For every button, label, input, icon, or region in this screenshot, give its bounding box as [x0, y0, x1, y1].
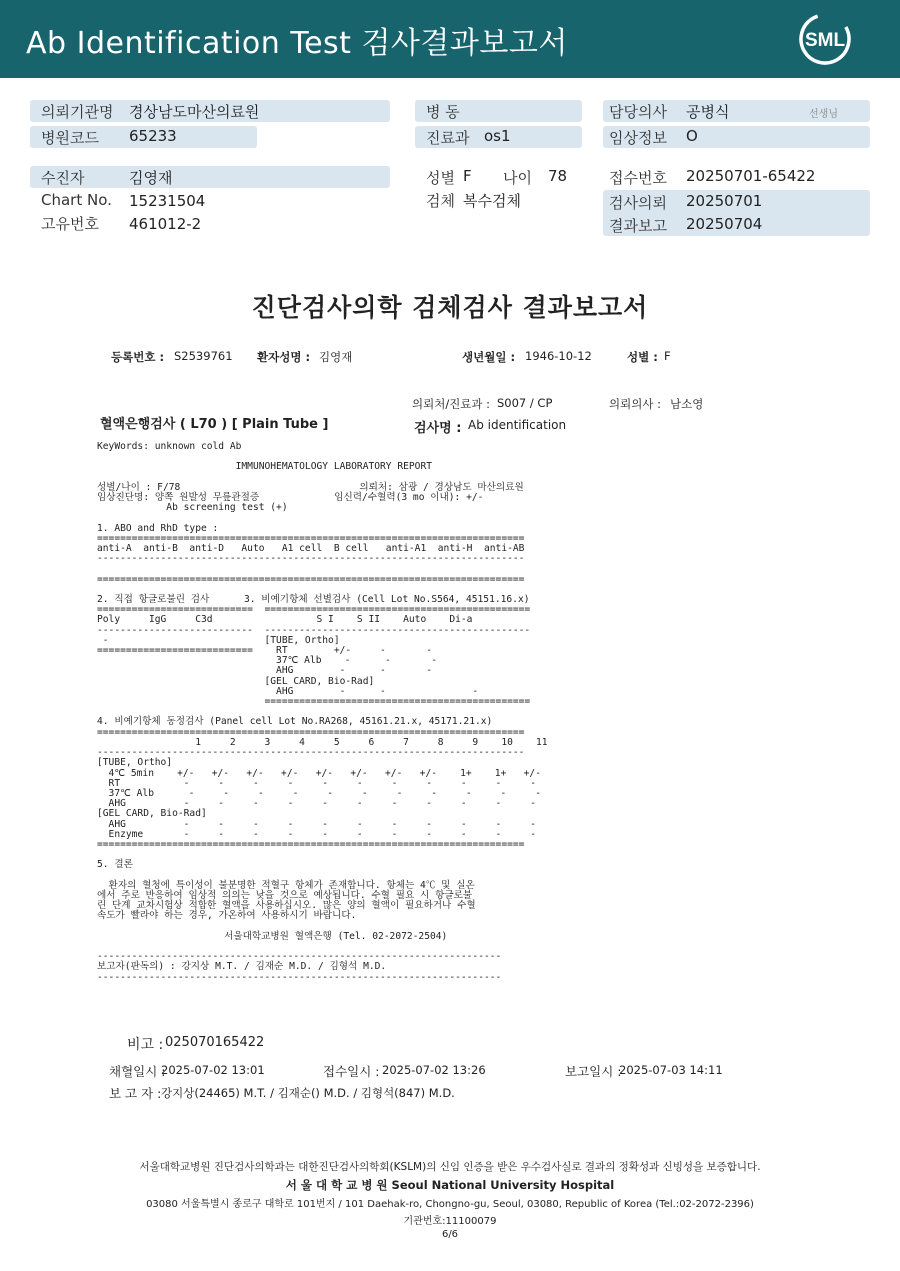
dept-value: os1: [484, 127, 511, 145]
reported-label: 보고일시 :: [565, 1064, 622, 1079]
report-dept-label: 의뢰처/진료과 :: [412, 397, 491, 411]
ward-label: 병 동: [426, 103, 460, 121]
report-date-label: 결과보고: [609, 217, 667, 235]
header-banner: [0, 0, 900, 78]
clinical-label: 임상정보: [609, 129, 667, 147]
reporter-label: 보 고 자 :: [109, 1086, 162, 1101]
collect-value: 2025-07-02 13:01: [161, 1063, 265, 1077]
hospital-code-label: 병원코드: [41, 129, 99, 147]
receipt-label: 접수번호: [609, 169, 667, 187]
report-sex-value: F: [664, 349, 671, 363]
request-label: 검사의뢰: [609, 194, 667, 212]
dob-value: 1946-10-12: [525, 349, 592, 363]
page-title: Ab Identification Test 검사결과보고서: [26, 26, 568, 61]
specimen-value: 복수검체: [463, 192, 521, 210]
dob-label: 생년월일 :: [462, 350, 516, 364]
report-sex-label: 성별 :: [627, 350, 658, 364]
sex-value: F: [463, 167, 472, 185]
uid-label: 고유번호: [41, 215, 99, 233]
test-section-heading: 혈액은행검사 ( L70 ) [ Plain Tube ]: [100, 417, 329, 432]
request-value: 20250701: [686, 192, 763, 210]
doctor-suffix: 선생님: [809, 109, 838, 120]
report-doctor-label: 의뢰의사 :: [609, 397, 661, 411]
collect-label: 채혈일시 :: [109, 1064, 166, 1079]
doctor-value: 공병식: [686, 103, 730, 121]
receipt-value: 20250701-65422: [686, 167, 816, 185]
receive-value: 2025-07-02 13:26: [382, 1063, 486, 1077]
institution-label: 의뢰기관명: [41, 103, 114, 121]
footer-hospital-name: 서 울 대 학 교 병 원 Seoul National University Hospital: [285, 1178, 615, 1192]
patient-name-value: 김영재: [319, 350, 353, 364]
lab-report-body: KeyWords: unknown cold Ab IMMUNOHEMATOLOGY LABORATORY REPORT 성별/나이 : F/78 의뢰처: 삼광 / 경상남도 마산의료원 임상진단명: 양쪽 원발성 무릎관절증 임신력/수혈력(3 mo 이내): +/- Ab screening test (+) 1. ABO and RhD type : ========================================================================== anti-A anti-B anti-D Auto A1 cell B cell anti-A1 anti-H anti-AB -------------------------------------------------------------------------- ========================================================================== 2. 직접 항글로불린 검사 3. 비예기항체 선별검사 (Cell Lot No.S564, 45151.16.x) =========================== ============================================== Poly IgG C3d S I S II Auto Di-a --------------------------- ---------------------------------------------- - [TUBE, Ortho] =========================== RT +/- - - 37℃ Alb - - - AHG - - - [GEL CARD, Bio-Rad] AHG - - - ============================================== 4. 비예기항체 동정검사 (Panel cell Lot No.RA268, 45161.21.x, 45171.21.x) ========================================================================== 1 2 3 4 5 6 7 8 9 10 11 -------------------------------------------------------------------------- [TUBE, Ortho] 4℃ 5min +/- +/- +/- +/- +/- +/- +/- +/- 1+ 1+ +/- RT - - - - - - - - - - - 37℃ Alb - - - - - - - - - - - AHG - - - - - - - - - - - [GEL CARD, Bio-Rad] AHG - - - - - - - - - - - Enzyme - - - - - - - - - - - ========================================================================== 5. 결론 환자의 혈청에 특이성이 불분명한 적혈구 항체가 존재합니다. 항체는 4℃ 및 실온 에서 주로 반응하여 임상적 의의는 낮을 것으로 예상됩니다. 수혈 필요 시 항글로불 린 단계 교차시험상 적합한 혈액을 사용하십시오. 많은 양의 혈액이 필요하거나 수혈 속도가 빨라야 하는 경우, 가온하여 사용하시기 바랍니다. 서울대학교병원 혈액은행 (Tel. 02-2072-2504) ---------------------------------------------------------------------- 보고자(판독의) : 강지상 M.T. / 김재순 M.D. / 김형석 M.D. ----------------------------------------------------------------------: [97, 441, 548, 983]
footer-certification: 서울대학교병원 진단검사의학과는 대한진단검사의학회(KSLM)의 신임 인증을 받은 우수검사실로 결과의 정확성과 신빙성을 보증합니다.: [139, 1161, 761, 1173]
institution-value: 경상남도마산의료원: [129, 103, 260, 121]
chart-value: 15231504: [129, 192, 206, 210]
specimen-label: 검체: [426, 192, 455, 210]
svg-text:SML: SML: [804, 30, 846, 51]
page-number: 6/6: [441, 1229, 459, 1240]
sex-label: 성별: [426, 169, 455, 187]
chart-label: Chart No.: [41, 191, 112, 209]
age-label: 나이: [503, 169, 532, 187]
receive-label: 접수일시 :: [323, 1064, 380, 1079]
test-name-value: Ab identification: [468, 418, 567, 432]
reporter-value: 강지상(24465) M.T. / 김재순() M.D. / 김형석(847) M.D.: [161, 1086, 455, 1100]
patient-label: 수진자: [41, 169, 85, 187]
age-value: 78: [548, 167, 568, 185]
report-dept-value: S007 / CP: [497, 396, 553, 410]
clinical-value: O: [686, 127, 698, 145]
reported-value: 2025-07-03 14:11: [619, 1063, 723, 1077]
patient-name-label: 환자성명 :: [257, 350, 311, 364]
remark-value: 025070165422: [165, 1035, 265, 1050]
remark-label: 비고 :: [127, 1037, 164, 1053]
uid-value: 461012-2: [129, 215, 202, 233]
reg-label: 등록번호 :: [111, 350, 165, 364]
doctor-label: 담당의사: [609, 103, 667, 121]
footer-address: 03080 서울특별시 종로구 대학로 101번지 / 101 Daehak-ro, Chongno-gu, Seoul, 03080, Republic of Korea (Tel.:02-2072-2396): [146, 1199, 754, 1210]
sml-logo-icon: [797, 12, 853, 66]
dept-label: 진료과: [426, 129, 470, 147]
test-name-label: 검사명 :: [414, 421, 462, 436]
patient-value: 김영재: [129, 169, 173, 187]
hospital-code-value: 65233: [129, 127, 177, 145]
reg-value: S2539761: [174, 349, 233, 363]
report-doctor-value: 남소영: [670, 397, 704, 411]
footer-institution-number: 기관번호:11100079: [403, 1216, 497, 1227]
report-date-value: 20250704: [686, 215, 763, 233]
report-title: 진단검사의학 검체검사 결과보고서: [251, 293, 649, 322]
